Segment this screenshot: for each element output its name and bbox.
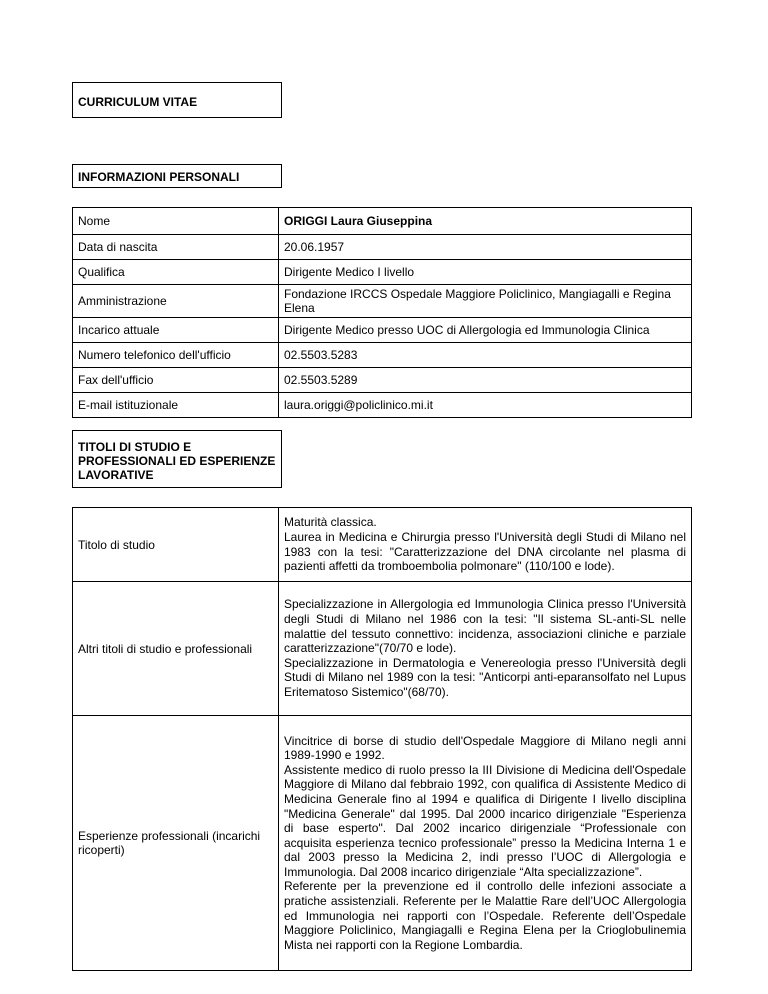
esperienze-p2: Assistente medico di ruolo presso la III Divisione di Medicina dell'Ospedale Maggiore di Milano dal febbraio 1992, con qualifica di Assistente Medico di Medicina Generale fino al 1994 e qualifica di Dirigente I livello disciplina "Medicina Generale" dal 1995. Dal 2000 incarico dirigenziale "Esperienza di base esperto". Dal 2002 incarico dirigenziale “Professionale con acquisita esperienza tecnico professionale” presso la Medicina Interna 1 e dal 2003 presso la Medicina 2, indi presso l’UOC di Allergologia e Immunologia. Dal 2008 incarico dirigenziale “Alta specializzazione”.	[284, 762, 686, 879]
titolo-studio-label: Titolo di studio	[73, 508, 279, 582]
incarico-label: Incarico attuale	[73, 318, 279, 343]
table-row	[73, 260, 692, 285]
incarico-value: Dirigente Medico presso UOC di Allergologia ed Immunologia Clinica	[279, 318, 692, 343]
esperienze-p1: Vincitrice di borse di studio dell'Ospedale Maggiore di Milano negli anni 1989-1990 e 1992.	[284, 733, 686, 763]
admin-label: Amministrazione	[73, 285, 279, 318]
titolo-studio-p2: Laurea in Medicina e Chirurgia presso l'Università degli Studi di Milano nel 1983 con la tesi: "Caratterizzazione del DNA circolante nel plasma di pazienti affetti da tromboembolia polmonare" (110/100 e lode).	[284, 529, 686, 574]
esperienze-label: Esperienze professionali (incarichi ricoperti)	[73, 716, 279, 971]
table-row	[73, 318, 692, 343]
phone-label: Numero telefonico dell'ufficio	[73, 343, 279, 368]
qualifica-value: Dirigente Medico I livello	[279, 260, 692, 285]
table-row	[73, 508, 692, 582]
birth-value: 20.06.1957	[279, 235, 692, 260]
section-heading-personal-info: INFORMAZIONI PERSONALI	[72, 164, 282, 188]
table-row	[73, 285, 692, 318]
admin-value: Fondazione IRCCS Ospedale Maggiore Policlinico, Mangiagalli e Regina Elena	[279, 285, 692, 318]
titolo-studio-p1: Maturità classica.	[284, 515, 377, 530]
table-row	[73, 716, 692, 971]
email-value: laura.origgi@policlinico.mi.it	[279, 393, 692, 418]
table-row	[73, 582, 692, 716]
titolo-studio-value	[279, 508, 692, 582]
esperienze-value	[279, 716, 692, 971]
section-heading-titoli: TITOLI DI STUDIO E PROFESSIONALI ED ESPERIENZE LAVORATIVE	[72, 430, 282, 488]
table-row	[73, 368, 692, 393]
altri-titoli-p2: Specializzazione in Dermatologia e Venereologia presso l'Università degli Studi di Milano nel 1989 con la tesi: "Anticorpi anti-eparansolfato nel Lupus Eritematoso Sistemico"(68/70).	[284, 655, 686, 699]
table-row	[73, 393, 692, 418]
cv-title: CURRICULUM VITAE	[72, 82, 282, 118]
table-row	[73, 208, 692, 235]
fax-value: 02.5503.5289	[279, 368, 692, 393]
name-label: Nome	[73, 208, 279, 235]
esperienze-p3: Referente per la prevenzione ed il controllo delle infezioni associate a pratiche assistenziali. Referente per le Malattie Rare dell’UOC Allergologia ed Immunologia nei rapporti con l’Ospedale. Referente dell’Ospedale Maggiore Policlinico, Mangiagalli e Regina Elena per la Crioglobulinemia Mista nei rapporti con la Regione Lombardia.	[284, 879, 686, 952]
phone-value: 02.5503.5283	[279, 343, 692, 368]
altri-titoli-value	[279, 582, 692, 716]
personal-info-table	[72, 207, 692, 418]
studies-table	[72, 507, 692, 971]
name-value: ORIGGI Laura Giuseppina	[279, 208, 692, 235]
fax-label: Fax dell'ufficio	[73, 368, 279, 393]
altri-titoli-p1: Specializzazione in Allergologia ed Immunologia Clinica presso l'Università degli Studi di Milano nel 1986 con la tesi: "Il sistema SL-anti-SL nelle malattie del tessuto connettivo: incidenza, associazioni cliniche e parziale caratterizzazione"(70/70 e lode).	[284, 597, 686, 656]
birth-label: Data di nascita	[73, 235, 279, 260]
table-row	[73, 343, 692, 368]
email-label: E-mail istituzionale	[73, 393, 279, 418]
qualifica-label: Qualifica	[73, 260, 279, 285]
table-row	[73, 235, 692, 260]
altri-titoli-label: Altri titoli di studio e professionali	[73, 582, 279, 716]
